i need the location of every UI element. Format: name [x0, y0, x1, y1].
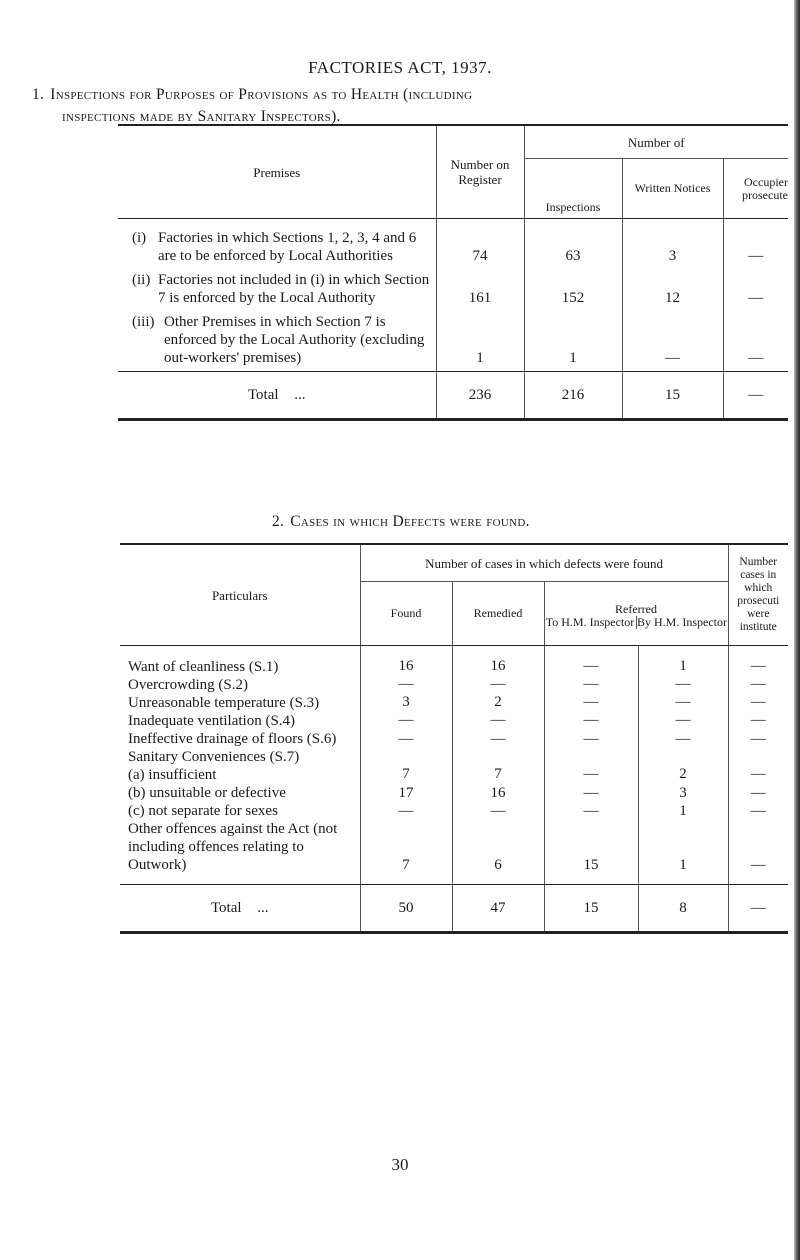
- defect-found: 7: [360, 766, 452, 784]
- defect-row-overcrowding: [120, 676, 788, 694]
- defect-remedied: 2: [452, 694, 544, 712]
- section2-title-text: Cases in which Defects were found.: [290, 513, 530, 530]
- row-iii-notices: —: [622, 307, 723, 372]
- defects-total-dots: ...: [257, 899, 269, 916]
- defect-prosecutions: —: [728, 694, 788, 712]
- inspections-total-row: [118, 372, 788, 420]
- header-defects-found-group: Number of cases in which defects were found: [360, 544, 728, 582]
- defect-by-hm: 1: [638, 646, 728, 677]
- header-premises: Premises: [118, 125, 436, 219]
- defects-table: [120, 543, 788, 934]
- defect-remedied: [452, 748, 544, 766]
- defect-remedied: —: [452, 676, 544, 694]
- defect-found: 3: [360, 694, 452, 712]
- defects-header-row-1: [120, 544, 788, 582]
- defect-to-hm: —: [544, 802, 638, 820]
- defect-label: Ineffective drainage of floors (S.6): [128, 731, 337, 747]
- total-notices: 15: [622, 372, 723, 420]
- defect-prosecutions: —: [728, 820, 788, 885]
- defect-to-hm: 15: [544, 820, 638, 885]
- section1-title-line1: Inspections for Purposes of Provisions as to Health (including: [50, 86, 473, 103]
- defect-by-hm: [638, 748, 728, 766]
- page-edge-shadow: [794, 0, 800, 1260]
- header-inspections: Inspections: [524, 159, 622, 219]
- defect-remedied: —: [452, 712, 544, 730]
- defect-prosecutions: —: [728, 712, 788, 730]
- defect-by-hm: 1: [638, 802, 728, 820]
- header-remedied: Remedied: [452, 582, 544, 646]
- defect-found: 17: [360, 784, 452, 802]
- defects-total-row: [120, 885, 788, 933]
- row-iii-prosecuted: —: [723, 307, 788, 372]
- defects-total-prosecutions: —: [728, 885, 788, 933]
- defect-to-hm: —: [544, 730, 638, 748]
- defects-total-remedied: 47: [452, 885, 544, 933]
- defect-prosecutions: —: [728, 802, 788, 820]
- defect-label: Want of cleanliness (S.1): [128, 659, 279, 675]
- defect-remedied: 16: [452, 784, 544, 802]
- row-i-notices: 3: [622, 219, 723, 266]
- header-occupiers-prosecuted: Occupier prosecute: [723, 159, 788, 219]
- defect-prosecutions: —: [728, 646, 788, 677]
- header-prosecutions: Number cases in which prosecuti were institute: [728, 544, 788, 646]
- total-prosecuted: —: [723, 372, 788, 420]
- defect-label: Sanitary Conveniences (S.7): [128, 749, 300, 765]
- section1-title: [32, 84, 772, 128]
- defect-found: [360, 748, 452, 766]
- row-ii-register: 161: [436, 265, 524, 307]
- defect-label: Inadequate ventilation (S.4): [128, 713, 296, 729]
- defect-row-insufficient: [120, 766, 788, 784]
- page-number: 30: [391, 1155, 409, 1174]
- inspections-header-row-1: [118, 125, 788, 159]
- defect-label: (a) insufficient: [128, 767, 217, 783]
- inspections-row-ii: [118, 265, 788, 307]
- defect-prosecutions: —: [728, 766, 788, 784]
- defect-row-sanitary: [120, 748, 788, 766]
- defect-remedied: —: [452, 802, 544, 820]
- defect-row-drainage: [120, 730, 788, 748]
- defect-by-hm: —: [638, 676, 728, 694]
- header-referred: Referred: [615, 601, 657, 616]
- section2-title: [272, 511, 752, 533]
- section1-title-line2: inspections made by Sanitary Inspectors).: [62, 108, 341, 125]
- defect-prosecutions: —: [728, 730, 788, 748]
- row-ii-prosecuted: —: [723, 265, 788, 307]
- defects-total-to-hm: 15: [544, 885, 638, 933]
- defect-found: 7: [360, 820, 452, 885]
- defect-to-hm: —: [544, 766, 638, 784]
- defect-remedied: 7: [452, 766, 544, 784]
- row-iii-inspections: 1: [524, 307, 622, 372]
- defect-row-ventilation: [120, 712, 788, 730]
- defect-found: —: [360, 730, 452, 748]
- inspections-table: [118, 124, 788, 421]
- defect-label: Other offences against the Act (not including offences relating to Outwork): [120, 820, 360, 885]
- defect-by-hm: —: [638, 694, 728, 712]
- defect-row-temperature: [120, 694, 788, 712]
- defect-to-hm: —: [544, 784, 638, 802]
- row-i-label: Factories in which Sections 1, 2, 3, 4 and 6 are to be enforced by Local Authorities: [158, 230, 417, 264]
- defects-total-found: 50: [360, 885, 452, 933]
- total-register: 236: [436, 372, 524, 420]
- header-found: Found: [360, 582, 452, 646]
- document-title: FACTORIES ACT, 1937.: [308, 58, 492, 77]
- defect-label: (c) not separate for sexes: [128, 803, 278, 819]
- defect-by-hm: —: [638, 712, 728, 730]
- header-particulars: Particulars: [120, 544, 360, 646]
- header-number-of: Number of: [524, 125, 788, 159]
- row-iii-number: (iii): [132, 314, 155, 330]
- defects-total-by-hm: 8: [638, 885, 728, 933]
- row-ii-number: (ii): [132, 272, 151, 288]
- row-iii-label: Other Premises in which Section 7 is enforced by the Local Authority (excluding out-workers' premises): [164, 314, 425, 366]
- row-i-register: 74: [436, 219, 524, 266]
- row-i-prosecuted: —: [723, 219, 788, 266]
- defect-found: —: [360, 676, 452, 694]
- defect-to-hm: —: [544, 694, 638, 712]
- defect-prosecutions: —: [728, 676, 788, 694]
- header-written-notices: Written Notices: [622, 159, 723, 219]
- defect-by-hm: —: [638, 730, 728, 748]
- header-to-hm-inspector: To H.M. Inspector: [545, 614, 635, 629]
- header-by-hm-inspector: By H.M. Inspector: [637, 614, 727, 629]
- defect-label: (b) unsuitable or defective: [128, 785, 286, 801]
- defect-found: —: [360, 712, 452, 730]
- row-ii-notices: 12: [622, 265, 723, 307]
- row-ii-inspections: 152: [524, 265, 622, 307]
- defect-row-not-separate: [120, 802, 788, 820]
- defect-label: Overcrowding (S.2): [128, 677, 248, 693]
- section2-number: 2.: [272, 513, 285, 530]
- total-dots: ...: [294, 386, 306, 403]
- row-ii-label: Factories not included in (i) in which Section 7 is enforced by the Local Authority: [158, 272, 430, 306]
- defect-found: —: [360, 802, 452, 820]
- row-iii-register: 1: [436, 307, 524, 372]
- defect-by-hm: 2: [638, 766, 728, 784]
- defect-remedied: 16: [452, 646, 544, 677]
- defect-prosecutions: [728, 748, 788, 766]
- defect-to-hm: —: [544, 646, 638, 677]
- defect-remedied: 6: [452, 820, 544, 885]
- inspections-row-iii: [118, 307, 788, 372]
- row-i-inspections: 63: [524, 219, 622, 266]
- section1-number: 1.: [32, 86, 45, 103]
- defects-total-label: Total: [210, 899, 242, 916]
- defect-remedied: —: [452, 730, 544, 748]
- defect-to-hm: [544, 748, 638, 766]
- defect-row-cleanliness: [120, 646, 788, 677]
- total-inspections: 216: [524, 372, 622, 420]
- defect-to-hm: —: [544, 712, 638, 730]
- defect-by-hm: 3: [638, 784, 728, 802]
- defect-by-hm: 1: [638, 820, 728, 885]
- total-label: Total: [247, 386, 279, 403]
- defect-found: 16: [360, 646, 452, 677]
- defect-prosecutions: —: [728, 784, 788, 802]
- defect-label: Unreasonable temperature (S.3): [128, 695, 320, 711]
- row-i-number: (i): [132, 230, 147, 246]
- defect-row-unsuitable: [120, 784, 788, 802]
- header-number-on-register: Number on Register: [436, 125, 524, 219]
- inspections-row-i: [118, 219, 788, 266]
- defect-row-other-offences: [120, 820, 788, 885]
- defect-to-hm: —: [544, 676, 638, 694]
